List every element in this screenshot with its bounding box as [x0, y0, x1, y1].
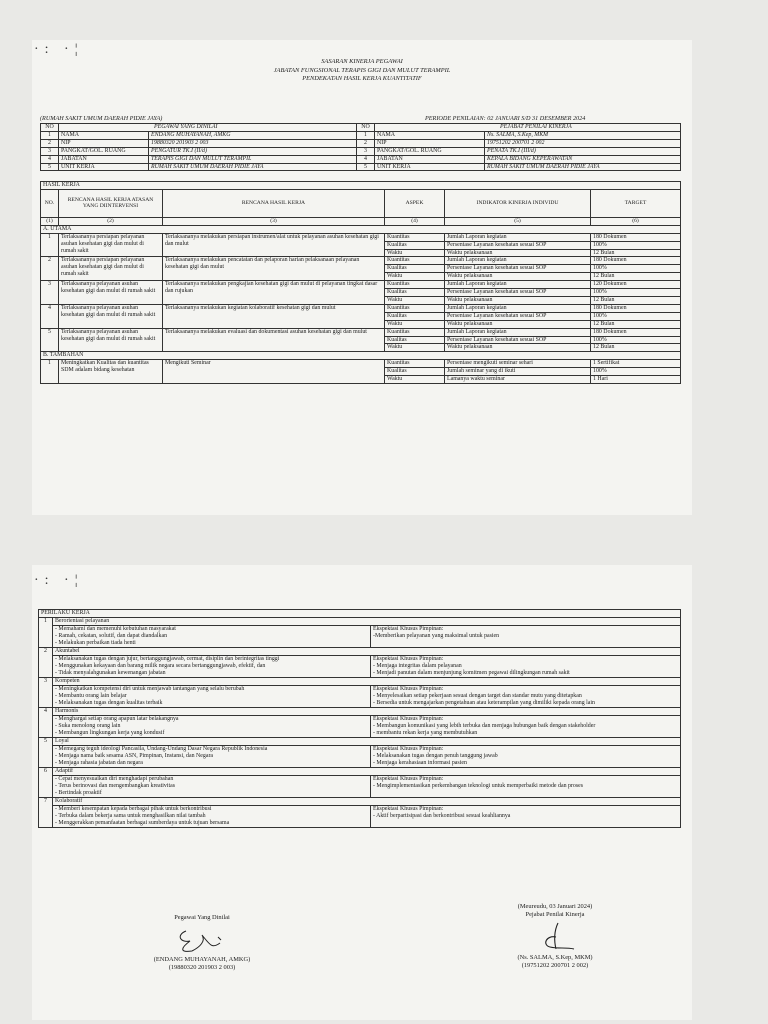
perilaku-title: Adaptif: [53, 767, 681, 775]
signature-right-nip: (19751202 200701 2 002): [521, 962, 589, 969]
perilaku-title-row: [39, 617, 681, 625]
ekspektasi-label: Ekspektasi Khusus Pimpinan:: [373, 715, 444, 722]
target-cell: 100%: [591, 289, 681, 297]
hasil-kerja-section-row: HASIL KERJA: [41, 182, 681, 190]
target-cell: 1 Sertifikat: [591, 360, 681, 368]
perilaku-point: - Bertindak proaktif: [55, 789, 102, 796]
ekspektasi-cell: [371, 655, 681, 677]
rencana-hasil-cell: Terlaksananya melakukan evaluasi dan dokumentasi asuhan kesehatan gigi dan mulut: [163, 328, 385, 352]
target-cell: 12 Bulan: [591, 296, 681, 304]
hasil-kerja-colnum-row: (1) (2) (3) (4) (5) (6): [41, 217, 681, 225]
row-number: 7: [39, 797, 53, 827]
perilaku-point: - Menjaga nama baik sesama ASN, Pimpinan, Instansi, dan Negara: [55, 752, 214, 759]
row-number: 5: [41, 328, 59, 352]
perilaku-kerja-table: [38, 609, 681, 828]
hasil-kerja-row: [41, 233, 681, 241]
perilaku-title-row: [39, 647, 681, 655]
perilaku-point: - Menjaga rahasia jabatan dan negara: [55, 759, 143, 766]
perilaku-point: - Meningkatkan kompetensi diri untuk menjawab tantangan yang selalu berubah: [55, 685, 245, 692]
perilaku-detail-row: [39, 625, 681, 647]
aspek-cell: Kuantitas: [385, 233, 445, 241]
aspek-cell: Kualitas: [385, 312, 445, 320]
hasil-kerja-row: [41, 328, 681, 336]
ekspektasi-cell: [371, 805, 681, 827]
aspek-cell: Waktu: [385, 320, 445, 328]
perilaku-points-cell: [53, 805, 371, 827]
indikator-cell: Jumlah Laporan kegiatan: [445, 304, 591, 312]
indikator-cell: Jumlah Laporan kegiatan: [445, 233, 591, 241]
aspek-cell: Kualitas: [385, 289, 445, 297]
rencana-atasan-cell: Terlaksananya pelayanan asuhan kesehatan gigi dan mulut di rumah sakit: [59, 328, 163, 352]
perilaku-points-cell: [53, 745, 371, 767]
hasil-kerja-header-row: NO. RENCANA HASIL KERJA ATASAN YANG DIINTERVENSI RENCANA HASIL KERJA ASPEK INDIKATOR KINERJA INDIVIDU TARGET: [41, 189, 681, 217]
perilaku-point: - Menggunakan kekayaan dan barang milik negara secara bertanggungjawab, efektif, dan: [55, 662, 266, 669]
target-cell: 100%: [591, 312, 681, 320]
rencana-hasil-cell: Terlaksananya melakukan kegiatan kolaboratif kesehatan gigi dan mulut: [163, 304, 385, 328]
signature-right-place-date: (Meureudu, 03 Januari 2024): [517, 903, 593, 910]
ekspektasi-item: - Bersedia untuk mengajarkan pengetahuan atau keterampilan yang dimiliki kepada orang lain: [373, 699, 595, 706]
hasil-kerja-row: [41, 281, 681, 289]
ekspektasi-item: - Mengimplementasikan perkembangan teknologi untuk memperbaiki metode dan proses: [373, 782, 584, 789]
row-number: 2: [41, 257, 59, 281]
ekspektasi-item: - Menjaga integritas dalam pelayanan: [373, 662, 462, 669]
pegawai-row: 5 UNIT KERJA RUMAH SAKIT UMUM DAERAH PIDIE JAYA 5 UNIT KERJA RUMAH SAKIT UMUM DAERAH PIDIE JAYA: [41, 163, 681, 171]
indikator-cell: Jumlah Laporan kegiatan: [445, 257, 591, 265]
signature-right-name: (Ns. SALMA, S.Kep, MKM): [517, 954, 593, 961]
perilaku-points-cell: [53, 775, 371, 797]
target-cell: 12 Bulan: [591, 320, 681, 328]
ekspektasi-cell: [371, 685, 681, 707]
signature-left-name: (ENDANG MUHAYANAH, AMKG): [153, 956, 251, 963]
signature-right-mark: [532, 921, 582, 955]
perilaku-detail-row: [39, 805, 681, 827]
ekspektasi-item: - Aktif berpartisipasi dan berkontribusi sesuai keahliannya: [373, 812, 511, 819]
hasil-kerja-row: [41, 360, 681, 368]
indikator-cell: Persentase Layanan kesehatan sesuai SOP: [445, 312, 591, 320]
indikator-cell: Persentase Layanan kesehatan sesuai SOP: [445, 336, 591, 344]
ekspektasi-item: -Memberikan pelayanan yang maksimal untuk pasien: [373, 632, 500, 639]
indikator-cell: Persentase Layanan kesehatan sesuai SOP: [445, 241, 591, 249]
indikator-cell: Waktu pelaksanaan: [445, 249, 591, 257]
perilaku-point: - Terus berinovasi dan mengembangkan kreativitas: [55, 782, 176, 789]
tambahan-rows: [41, 360, 681, 384]
perilaku-title-row: [39, 677, 681, 685]
aspek-cell: Waktu: [385, 249, 445, 257]
row-number: 4: [41, 304, 59, 328]
indikator-cell: Persentase mengikuti seminar sehari: [445, 360, 591, 368]
rencana-hasil-cell: Terlaksananya melakukan pencatatan dan pelaporan harian pelaksanaan pelayanan kesehatan gigi dan mulut: [163, 257, 385, 281]
perilaku-detail-row: [39, 715, 681, 737]
aspek-cell: Kualitas: [385, 336, 445, 344]
perilaku-title: Kolaboratif: [53, 797, 681, 805]
perilaku-points-cell: [53, 685, 371, 707]
target-cell: 100%: [591, 368, 681, 376]
aspek-cell: Kuantitas: [385, 281, 445, 289]
ekspektasi-item: - Melaksanakan tugas dengan penuh tanggung jawab: [373, 752, 498, 759]
row-number: 5: [39, 737, 53, 767]
ekspektasi-item: - Menyelesaikan setiap pekerjaan sesuai dengan target dan standar mutu yang ditetapkan: [373, 692, 582, 699]
perilaku-title-row: [39, 707, 681, 715]
target-cell: 12 Bulan: [591, 273, 681, 281]
perilaku-rows: [39, 617, 681, 827]
pegawai-row: 3 PANGKAT/GOL. RUANG PENGATUR TK.I (II/d) 3 PANGKAT/GOL. RUANG PENATA TK.I (III/d): [41, 147, 681, 155]
perilaku-title-row: [39, 767, 681, 775]
perilaku-point: - Membantu orang lain belajar: [55, 692, 127, 699]
perilaku-point: - Memegang teguh ideologi Pancasila, Undang-Undang Dasar Negara Republik Indonesia: [55, 745, 268, 752]
rencana-atasan-cell: Terlaksananya persiapan pelayanan asuhan kesehatan gigi dan mulut di rumah sakit: [59, 233, 163, 257]
ekspektasi-cell: [371, 625, 681, 647]
perilaku-points-cell: [53, 715, 371, 737]
perilaku-points-cell: [53, 655, 371, 677]
perilaku-title: Loyal: [53, 737, 681, 745]
perilaku-point: - Terbuka dalam bekerja sama untuk menghasilkan nilai tambah: [55, 812, 206, 819]
signature-left-mark: [172, 925, 232, 957]
pegawai-header-row: NO PEGAWAI YANG DINILAI NO PEJABAT PENILAI KINERJA: [41, 124, 681, 132]
periode-label: PERIODE PENILAIAN: 02 JANUARI S/D 31 DESEMBER 2024: [425, 115, 586, 122]
perilaku-title: Berorientasi pelayanan: [53, 617, 681, 625]
target-cell: 100%: [591, 241, 681, 249]
signature-right-role: Pejabat Penilai Kinerja: [525, 911, 585, 918]
utama-rows: [41, 233, 681, 352]
perilaku-point: - Melaksanakan tugas dengan kualitas terbaik: [55, 699, 163, 706]
perilaku-point: - Melaksanakan tugas dengan jujur, bertanggungjawab, cermat, disiplin dan berintegritas tinggi: [55, 655, 280, 662]
indikator-cell: Waktu pelaksanaan: [445, 296, 591, 304]
perilaku-title-row: [39, 797, 681, 805]
indikator-cell: Waktu pelaksanaan: [445, 273, 591, 281]
page-2: [32, 565, 692, 1020]
ekspektasi-cell: [371, 715, 681, 737]
pegawai-table: [40, 123, 681, 171]
perilaku-point: - Membangun lingkungan kerja yang kondusif: [55, 729, 165, 736]
aspek-cell: Kuantitas: [385, 257, 445, 265]
perilaku-detail-row: [39, 775, 681, 797]
target-cell: 1 Hari: [591, 376, 681, 384]
aspek-cell: Kuantitas: [385, 328, 445, 336]
row-number: 1: [39, 617, 53, 647]
indikator-cell: Waktu pelaksanaan: [445, 320, 591, 328]
perilaku-point: - Tidak menyalahgunakan kewenangan jabatan: [55, 669, 166, 676]
row-number: 3: [39, 677, 53, 707]
perilaku-section-row: PERILAKU KERJA: [39, 610, 681, 618]
target-cell: 100%: [591, 265, 681, 273]
ekspektasi-cell: [371, 745, 681, 767]
perilaku-point: - Melakukan perbaikan tiada henti: [55, 639, 136, 646]
indikator-cell: Persentase Layanan kesehatan sesuai SOP: [445, 289, 591, 297]
row-number: 3: [41, 281, 59, 305]
ekspektasi-item: - Membangun komunikasi yang lebih terbuka dan menjaga hubungan baik dengan stakeholder: [373, 722, 596, 729]
row-number: 1: [41, 360, 59, 384]
aspek-cell: Waktu: [385, 344, 445, 352]
perilaku-point: - Ramah, cekatan, solutif, dan dapat diandalkan: [55, 632, 168, 639]
punch-holes-mark: ·: ·¦: [34, 573, 84, 588]
utama-section-row: A. UTAMA: [41, 225, 681, 233]
punch-holes-mark: ·: ·¦: [34, 42, 84, 57]
row-number: 4: [39, 707, 53, 737]
perilaku-title-row: [39, 737, 681, 745]
instansi-label: (RUMAH SAKIT UMUM DAERAH PIDIE JAYA): [40, 115, 163, 122]
perilaku-point: - Menggerakkan pemanfaatan berbagai sumberdaya untuk tujuan bersama: [55, 819, 230, 826]
target-cell: 12 Bulan: [591, 249, 681, 257]
aspek-cell: Waktu: [385, 296, 445, 304]
page-1: [32, 40, 692, 515]
ekspektasi-label: Ekspektasi Khusus Pimpinan:: [373, 745, 444, 752]
rencana-atasan-cell: Meningkatkan Kualitas dan kuantitas SDM adalam bidang kesehatan: [59, 360, 163, 384]
row-number: 6: [39, 767, 53, 797]
perilaku-point: - Menghargai setiap orang apapun latar belakangnya: [55, 715, 179, 722]
target-cell: 180 Dokumen: [591, 233, 681, 241]
ekspektasi-label: Ekspektasi Khusus Pimpinan:: [373, 625, 444, 632]
target-cell: 180 Dokumen: [591, 304, 681, 312]
pegawai-row: 2 NIP 19880320 201903 2 003 2 NIP 19751202 200701 2 002: [41, 139, 681, 147]
perilaku-point: - Suka menolong orang lain: [55, 722, 121, 729]
rencana-atasan-cell: Terlaksananya pelayanan asuhan kesehatan gigi dan mulut di rumah sakit: [59, 304, 163, 328]
indikator-cell: Lamanya waktu seminar: [445, 376, 591, 384]
row-number: 1: [41, 233, 59, 257]
aspek-cell: Kuantitas: [385, 360, 445, 368]
perilaku-points-cell: [53, 625, 371, 647]
signature-left-nip: (19880320 201903 2 003): [168, 964, 236, 971]
hasil-kerja-row: [41, 257, 681, 265]
target-cell: 180 Dokumen: [591, 257, 681, 265]
perilaku-title: Harmonis: [53, 707, 681, 715]
target-cell: 180 Dokumen: [591, 328, 681, 336]
aspek-cell: Kualitas: [385, 241, 445, 249]
target-cell: 120 Dokumen: [591, 281, 681, 289]
rencana-atasan-cell: Terlaksananya persiapan pelayanan asuhan kesehatan gigi dan mulut di rumah sakit: [59, 257, 163, 281]
aspek-cell: Kualitas: [385, 368, 445, 376]
hasil-kerja-table: [40, 181, 681, 384]
rencana-hasil-cell: Terlaksananya melakukan persiapan instrumen/alat untuk pelayanan asuhan kesehatan gigi dan mulut: [163, 233, 385, 257]
tambahan-section-row: B. TAMBAHAN: [41, 352, 681, 360]
indikator-cell: Persentase Layanan kesehatan sesuai SOP: [445, 265, 591, 273]
perilaku-point: - Cepat menyesuaikan diri menghadapi perubahan: [55, 775, 174, 782]
ekspektasi-label: Ekspektasi Khusus Pimpinan:: [373, 805, 444, 812]
rencana-hasil-cell: Terlaksananya melakukan pengkajian kesehatan gigi dan mulut di pelayanan tingkat dasar dan rujukan: [163, 281, 385, 305]
pegawai-row: 1 NAMA ENDANG MUHAYANAH, AMKG 1 NAMA Ns. SALMA, S.Kep, MKM: [41, 131, 681, 139]
indikator-cell: Jumlah Laporan kegiatan: [445, 328, 591, 336]
aspek-cell: Kuantitas: [385, 304, 445, 312]
row-number: 2: [39, 647, 53, 677]
document-title: SASARAN KINERJA PEGAWAI JABATAN FUNGSIONAL TERAPIS GIGI DAN MULUT TERAMPIL PENDEKATAN HASIL KERJA KUANTITATIF: [273, 58, 451, 82]
pegawai-row: 4 JABATAN TERAPIS GIGI DAN MULUT TERAMPIL 4 JABATAN KEPALA BIDANG KEPERAWATAN: [41, 155, 681, 163]
perilaku-title: Akuntabel: [53, 647, 681, 655]
indikator-cell: Jumlah Laporan kegiatan: [445, 281, 591, 289]
signature-left-role: Pegawai Yang Dinilai: [174, 914, 230, 921]
aspek-cell: Kualitas: [385, 265, 445, 273]
hasil-kerja-row: [41, 304, 681, 312]
indikator-cell: Waktu pelaksanaan: [445, 344, 591, 352]
ekspektasi-item: - membantu rekan kerja yang membutuhkan: [373, 729, 478, 736]
rencana-atasan-cell: Terlaksananya pelayanan asuhan kesehatan gigi dan mulut di rumah sakit: [59, 281, 163, 305]
perilaku-point: - Memberi kesempatan kepada berbagai pihak untuk berkontribusi: [55, 805, 212, 812]
ekspektasi-label: Ekspektasi Khusus Pimpinan:: [373, 685, 444, 692]
perilaku-detail-row: [39, 655, 681, 677]
perilaku-detail-row: [39, 685, 681, 707]
ekspektasi-label: Ekspektasi Khusus Pimpinan:: [373, 655, 444, 662]
perilaku-title: Kompeten: [53, 677, 681, 685]
perilaku-point: - Memahami dan memenuhi kebutuhan masyarakat: [55, 625, 176, 632]
ekspektasi-item: - Menjadi panutan dalam menjunjung komitmen pegawai dilingkungan rumah sakit: [373, 669, 570, 676]
ekspektasi-item: - Menjaga kerahasiaan informasi pasien: [373, 759, 467, 766]
aspek-cell: Waktu: [385, 376, 445, 384]
perilaku-detail-row: [39, 745, 681, 767]
ekspektasi-cell: [371, 775, 681, 797]
aspek-cell: Waktu: [385, 273, 445, 281]
rencana-hasil-cell: Mengikuti Seminar: [163, 360, 385, 384]
target-cell: 100%: [591, 336, 681, 344]
indikator-cell: Jumlah seminar yang di ikuti: [445, 368, 591, 376]
ekspektasi-label: Ekspektasi Khusus Pimpinan:: [373, 775, 444, 782]
target-cell: 12 Bulan: [591, 344, 681, 352]
